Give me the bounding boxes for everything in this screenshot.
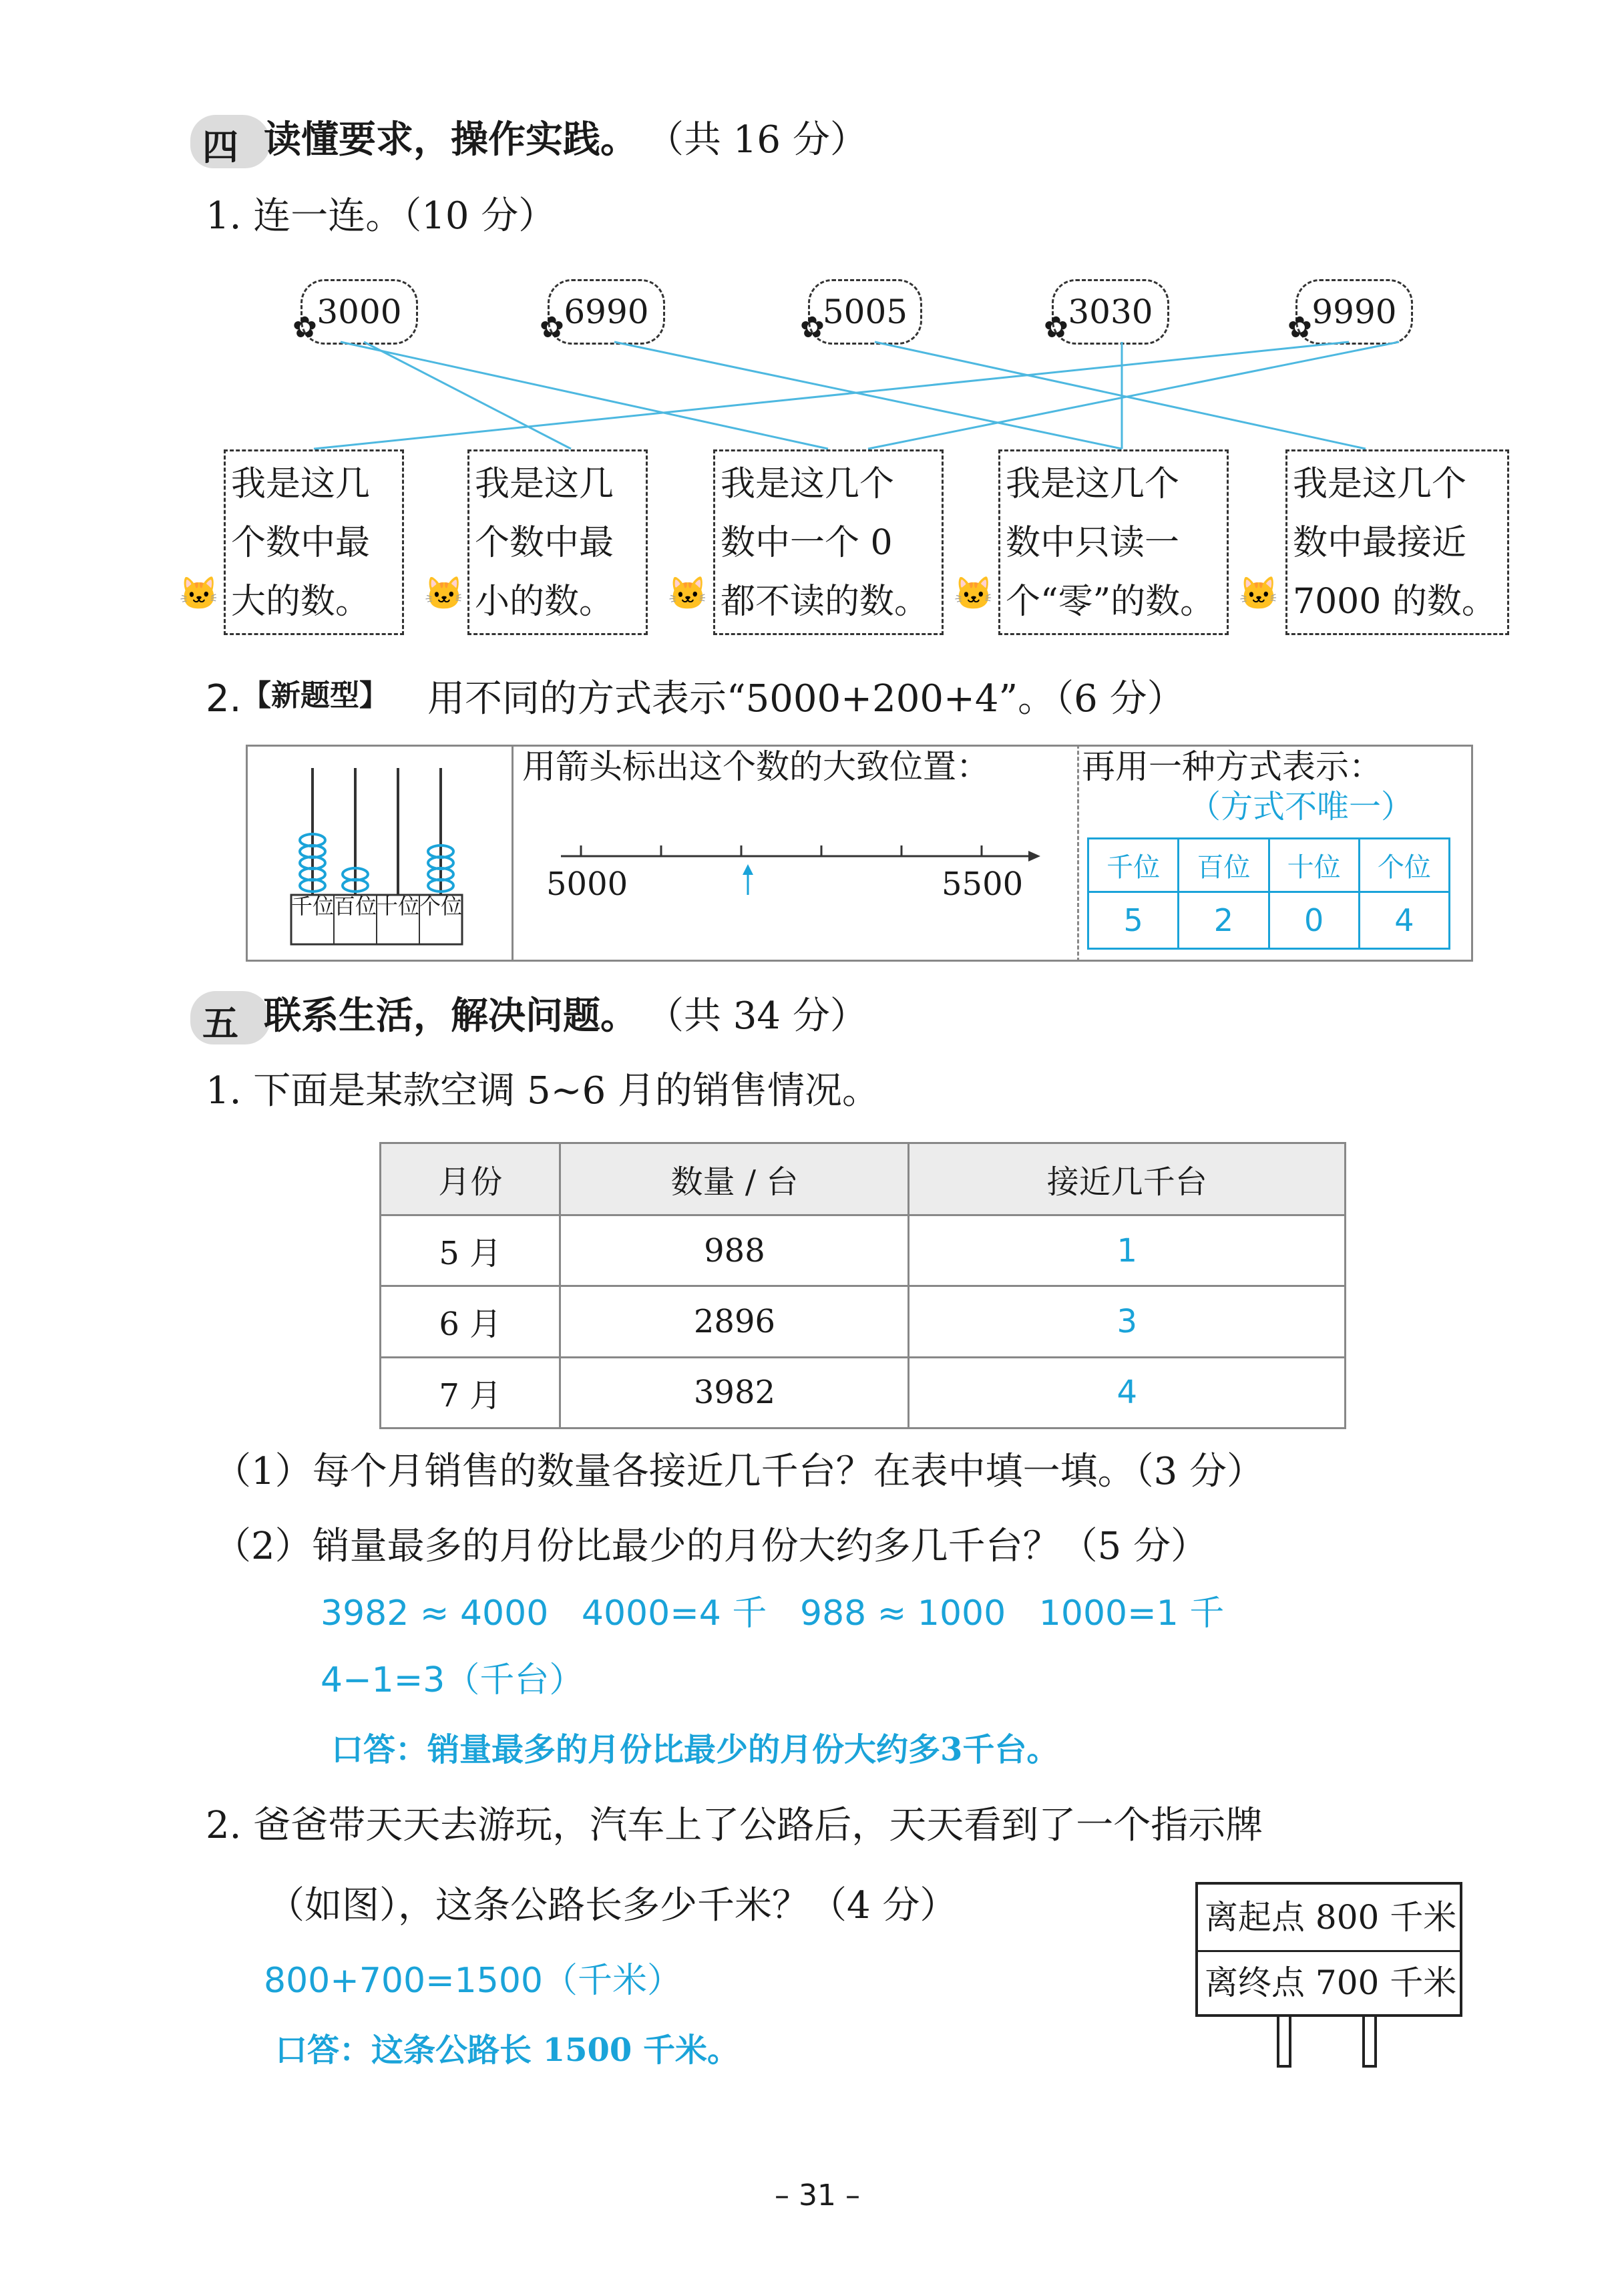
cat-icon: 🐱 (179, 575, 219, 612)
place-header-ones: 个位 (1359, 839, 1449, 892)
mascot-icon: ✿ (292, 311, 317, 345)
s5-q2-line2: （如图），这条公路长多少千米？（4 分） (267, 1884, 958, 1927)
number-bubble-3000[interactable]: 3000 (300, 279, 418, 345)
table-row: 7 月 3982 4 (381, 1357, 1346, 1428)
place-value-thousands[interactable]: 5 (1088, 892, 1179, 949)
answer-line-2: 4−1=3（千台） (321, 1660, 584, 1700)
line-3000-to-desc3 (341, 342, 828, 449)
place-value-hundreds[interactable]: 2 (1179, 892, 1269, 949)
section-4-score: （共 16 分） (646, 118, 867, 162)
q1-label: 1. 连一连。（10 分） (206, 194, 556, 238)
answer-cell[interactable]: 4 (909, 1357, 1346, 1428)
abacus (280, 761, 481, 948)
abacus-label-tens: 十位 (377, 894, 420, 919)
section-4-number: 四 (202, 126, 238, 168)
description-box-1[interactable]: 我是这几 个数中最 大的数。 (224, 449, 404, 635)
abacus-label-hundreds: 百位 (334, 894, 377, 919)
table-header-month: 月份 (381, 1143, 560, 1215)
description-box-2[interactable]: 我是这几 个数中最 小的数。 (467, 449, 648, 635)
cat-icon: 🐱 (424, 575, 464, 612)
answer-line-1: 3982 ≈ 4000 4000=4 千 988 ≈ 1000 1000=1 千 (321, 1593, 1225, 1634)
description-box-4[interactable]: 我是这几个 数中只读一 个“零”的数。 (998, 449, 1229, 635)
place-header-hundreds: 百位 (1179, 839, 1269, 892)
section-4-title: 读懂要求，操作实践。 (264, 118, 638, 162)
sign-post-left (1277, 2017, 1291, 2068)
sales-table (379, 1142, 1346, 1429)
place-value-tens[interactable]: 0 (1269, 892, 1359, 949)
answer-line-3: 800+700=1500（千米） (264, 1961, 682, 2001)
answer-reply-1: 口答：销量最多的月份比最少的月份大约多3千台。 (331, 1731, 1059, 1768)
sign-line-1: 离起点 800 千米 (1205, 1898, 1457, 1937)
panel-divider (512, 745, 514, 962)
mascot-icon: ✿ (1287, 311, 1312, 345)
table-header-quantity: 数量 / 台 (560, 1143, 909, 1215)
answer-cell[interactable]: 3 (909, 1286, 1346, 1357)
s5-q1-label: 1. 下面是某款空调 5~6 月的销售情况。 (206, 1069, 880, 1113)
line-6990-to-desc4 (614, 342, 1122, 449)
other-repr-title: 再用一种方式表示： (1082, 747, 1382, 786)
sign-post-right (1362, 2017, 1377, 2068)
section-5-title: 联系生活，解决问题。 (264, 994, 638, 1038)
cat-icon: 🐱 (668, 575, 708, 612)
q2-number: 2. (206, 677, 242, 721)
sign-line-2: 离终点 700 千米 (1205, 1963, 1457, 2002)
sub-question-2: （2）销量最多的月份比最少的月份大约多几千台？（5 分） (214, 1525, 1209, 1568)
place-header-thousands: 千位 (1088, 839, 1179, 892)
numberline-title: 用箭头标出这个数的大致位置： (522, 747, 990, 786)
number-bubble-5005[interactable]: 5005 (808, 279, 922, 345)
description-box-5[interactable]: 我是这几个 数中最接近 7000 的数。 (1285, 449, 1509, 635)
section-5-badge (190, 991, 270, 1044)
number-bubble-3030[interactable]: 3030 (1052, 279, 1169, 345)
place-value-table (1087, 837, 1450, 950)
page-number: – 31 – (775, 2178, 860, 2213)
section-5-score: （共 34 分） (646, 994, 867, 1038)
table-row: 5 月 988 1 (381, 1215, 1346, 1286)
q2-label: 用不同的方式表示“5000+200+4”。（6 分） (427, 677, 1185, 721)
numberline-end: 5500 (942, 866, 1024, 903)
answer-reply-2: 口答：这条公路长 1500 千米。 (275, 2032, 740, 2069)
mascot-icon: ✿ (540, 311, 564, 345)
new-question-tag: 【新题型】 (242, 679, 389, 713)
description-box-3[interactable]: 我是这几个 数中一个 0 都不读的数。 (713, 449, 944, 635)
abacus-label-thousands: 千位 (291, 894, 335, 919)
mascot-icon: ✿ (1044, 311, 1068, 345)
section-5-number: 五 (202, 1002, 238, 1044)
s5-q2-line1: 2. 爸爸带天天去游玩，汽车上了公路后，天天看到了一个指示牌 (206, 1804, 1263, 1847)
place-value-ones[interactable]: 4 (1359, 892, 1449, 949)
abacus-label-ones: 个位 (419, 894, 463, 919)
road-sign (1195, 1882, 1462, 2017)
cat-icon: 🐱 (1239, 575, 1279, 612)
table-header-approx: 接近几千台 (909, 1143, 1346, 1215)
answer-cell[interactable]: 1 (909, 1215, 1346, 1286)
mascot-icon: ✿ (800, 311, 825, 345)
number-bubble-9990[interactable]: 9990 (1295, 279, 1413, 345)
table-row: 6 月 2896 3 (381, 1286, 1346, 1357)
abacus-labels (291, 895, 462, 918)
numberline-start: 5000 (546, 866, 628, 903)
place-header-tens: 十位 (1269, 839, 1359, 892)
cat-icon: 🐱 (954, 575, 994, 612)
other-repr-note: （方式不唯一） (1189, 788, 1414, 825)
number-bubble-6990[interactable]: 6990 (548, 279, 665, 345)
sub-question-1: （1）每个月销售的数量各接近几千台？在表中填一填。（3 分） (214, 1450, 1265, 1493)
panel-divider-dashed (1077, 745, 1079, 962)
